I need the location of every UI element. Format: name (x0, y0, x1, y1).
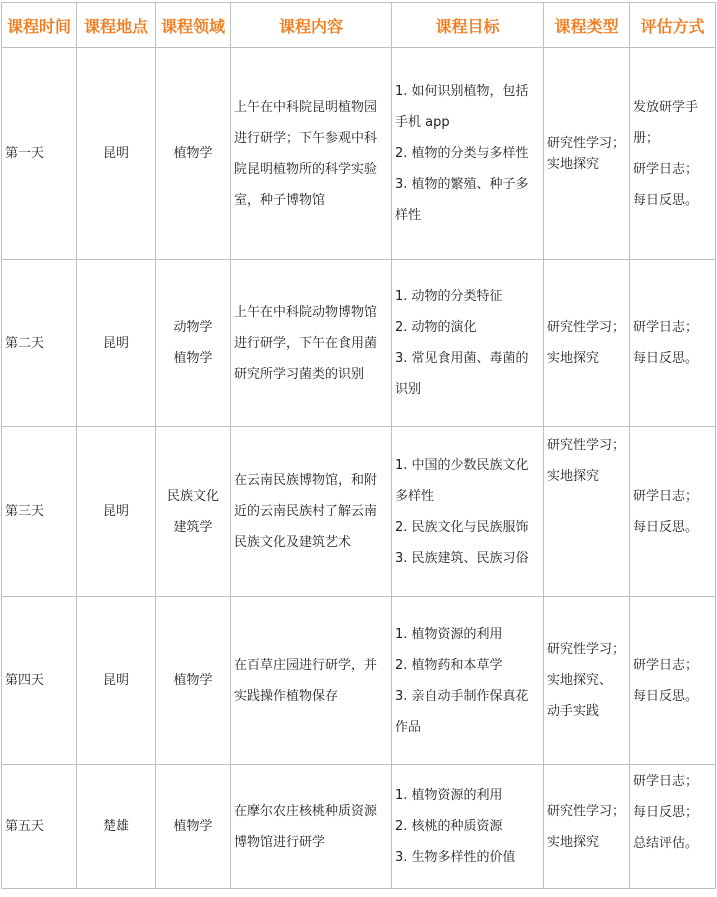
content-line: 研究所学习菌类的识别 (234, 366, 365, 382)
eval-line: 每日反思。 (633, 192, 699, 208)
content-cell (231, 765, 392, 889)
type-cell (544, 260, 630, 427)
place-cell: 昆明 (77, 260, 156, 427)
eval-cell (630, 260, 716, 427)
header-time: 课程时间 (2, 3, 77, 48)
content-line: 在摩尔农庄核桃种质资源 (234, 803, 378, 819)
goal-line: 3. 民族建筑、民族习俗 (395, 550, 529, 566)
goal-line: 1. 中国的少数民族文化 (395, 457, 529, 473)
content-cell (231, 597, 392, 765)
type-line: 研究性学习； (547, 803, 626, 819)
header-place: 课程地点 (77, 3, 156, 48)
header-type: 课程类型 (544, 3, 630, 48)
content-line: 上午在中科院昆明植物园 (234, 99, 378, 115)
eval-line: 每日反思。 (633, 351, 699, 366)
content-line: 上午在中科院动物博物馆 (234, 304, 378, 320)
field-cell (156, 48, 231, 260)
field-cell (156, 427, 231, 597)
table-row (2, 427, 716, 597)
goals-cell (392, 597, 544, 765)
type-line: 实地探究 (547, 834, 600, 850)
day-cell: 第三天 (2, 427, 77, 597)
header-content: 课程内容 (231, 3, 392, 48)
day-cell: 第二天 (2, 260, 77, 427)
type-line: 实地探究、 (547, 673, 613, 688)
goals-cell (392, 427, 544, 597)
course-schedule-table (1, 2, 716, 889)
type-line: 研究性学习； (547, 320, 626, 335)
goal-line: 2. 植物的分类与多样性 (395, 146, 529, 161)
eval-cell (630, 427, 716, 597)
goal-line: 多样性 (395, 488, 435, 504)
eval-line: 研学日志； (633, 657, 699, 673)
place-cell: 昆明 (77, 427, 156, 597)
eval-line: 册； (633, 130, 660, 146)
goal-line: 2. 植物药和本草学 (395, 657, 503, 673)
eval-cell (630, 48, 716, 260)
type-cell (544, 597, 630, 765)
goal-line: 2. 民族文化与民族服饰 (395, 519, 529, 535)
content-line: 院昆明植物所的科学实验 (234, 161, 378, 177)
type-cell (544, 48, 630, 260)
field-line: 动物学 (173, 320, 213, 335)
type-line: 研究性学习； (547, 642, 626, 657)
goal-line: 3. 亲自动手制作保真花 (395, 688, 529, 704)
goal-line: 识别 (395, 382, 422, 397)
type-line: 动手实践 (547, 704, 600, 719)
field-line: 植物学 (173, 673, 213, 688)
place-cell: 昆明 (77, 597, 156, 765)
type-cell (544, 765, 630, 889)
type-line: 研究性学习； (547, 438, 626, 453)
goals-cell (392, 765, 544, 889)
place-cell: 楚雄 (77, 765, 156, 889)
goal-line: 1. 植物资源的利用 (395, 788, 503, 803)
field-line: 植物学 (173, 819, 213, 834)
content-cell (231, 48, 392, 260)
table-row (2, 260, 716, 427)
eval-cell (630, 597, 716, 765)
field-line: 植物学 (173, 351, 213, 366)
day-cell: 第一天 (2, 48, 77, 260)
goal-line: 1. 如何识别植物，包括 (395, 84, 529, 99)
content-cell (231, 260, 392, 427)
goal-line: 1. 植物资源的利用 (395, 626, 503, 642)
eval-line: 研学日志； (633, 774, 699, 789)
content-line: 博物馆进行研学 (234, 834, 326, 850)
content-line: 进行研学，下午在食用菌 (234, 335, 378, 351)
eval-line: 发放研学手 (633, 99, 699, 115)
goals-cell (392, 48, 544, 260)
goal-line: 3. 常见食用菌、毒菌的 (395, 351, 529, 366)
goal-line: 3. 植物的繁殖、种子多 (395, 177, 529, 192)
header-eval: 评估方式 (630, 3, 716, 48)
goal-line: 2. 核桃的种质资源 (395, 819, 503, 834)
day-cell: 第四天 (2, 597, 77, 765)
field-line: 民族文化 (166, 488, 219, 504)
table-row (2, 48, 716, 260)
goals-cell (392, 260, 544, 427)
goal-line: 1. 动物的分类特征 (395, 289, 503, 304)
table-row (2, 597, 716, 765)
field-line: 建筑学 (173, 519, 213, 535)
content-line: 在云南民族博物馆，和附 (234, 473, 378, 488)
content-line: 进行研学；下午参观中科 (234, 130, 378, 146)
type-line: 研究性学习； (547, 135, 626, 151)
field-cell (156, 765, 231, 889)
eval-line: 研学日志； (633, 488, 699, 504)
field-cell (156, 597, 231, 765)
content-line: 民族文化及建筑艺术 (234, 535, 352, 550)
header-field: 课程领域 (156, 3, 231, 48)
content-line: 近的云南民族村了解云南 (234, 504, 378, 519)
eval-cell (630, 765, 716, 889)
table-row (2, 765, 716, 889)
content-line: 在百草庄园进行研学，并 (234, 657, 378, 673)
eval-line: 总结评估。 (633, 836, 699, 851)
goal-line: 2. 动物的演化 (395, 320, 477, 335)
type-line: 实地探究 (547, 469, 600, 484)
content-line: 实践操作植物保存 (234, 688, 339, 704)
eval-line: 每日反思。 (633, 519, 699, 535)
header-goals: 课程目标 (392, 3, 544, 48)
header-row (2, 3, 716, 48)
eval-line: 研学日志； (633, 161, 699, 177)
type-line: 实地探究 (547, 351, 600, 366)
type-line: 实地探究 (547, 156, 600, 172)
goal-line: 样性 (395, 208, 422, 223)
goal-line: 3. 生物多样性的价值 (395, 850, 516, 865)
type-cell (544, 427, 630, 597)
goal-line: 作品 (395, 719, 422, 735)
field-cell (156, 260, 231, 427)
field-line: 植物学 (173, 146, 213, 161)
eval-line: 每日反思； (633, 805, 699, 820)
content-line: 室，种子博物馆 (234, 192, 326, 208)
content-cell (231, 427, 392, 597)
goal-line: 手机 app (395, 115, 450, 130)
place-cell: 昆明 (77, 48, 156, 260)
eval-line: 每日反思。 (633, 688, 699, 704)
eval-line: 研学日志； (633, 320, 699, 335)
day-cell: 第五天 (2, 765, 77, 889)
